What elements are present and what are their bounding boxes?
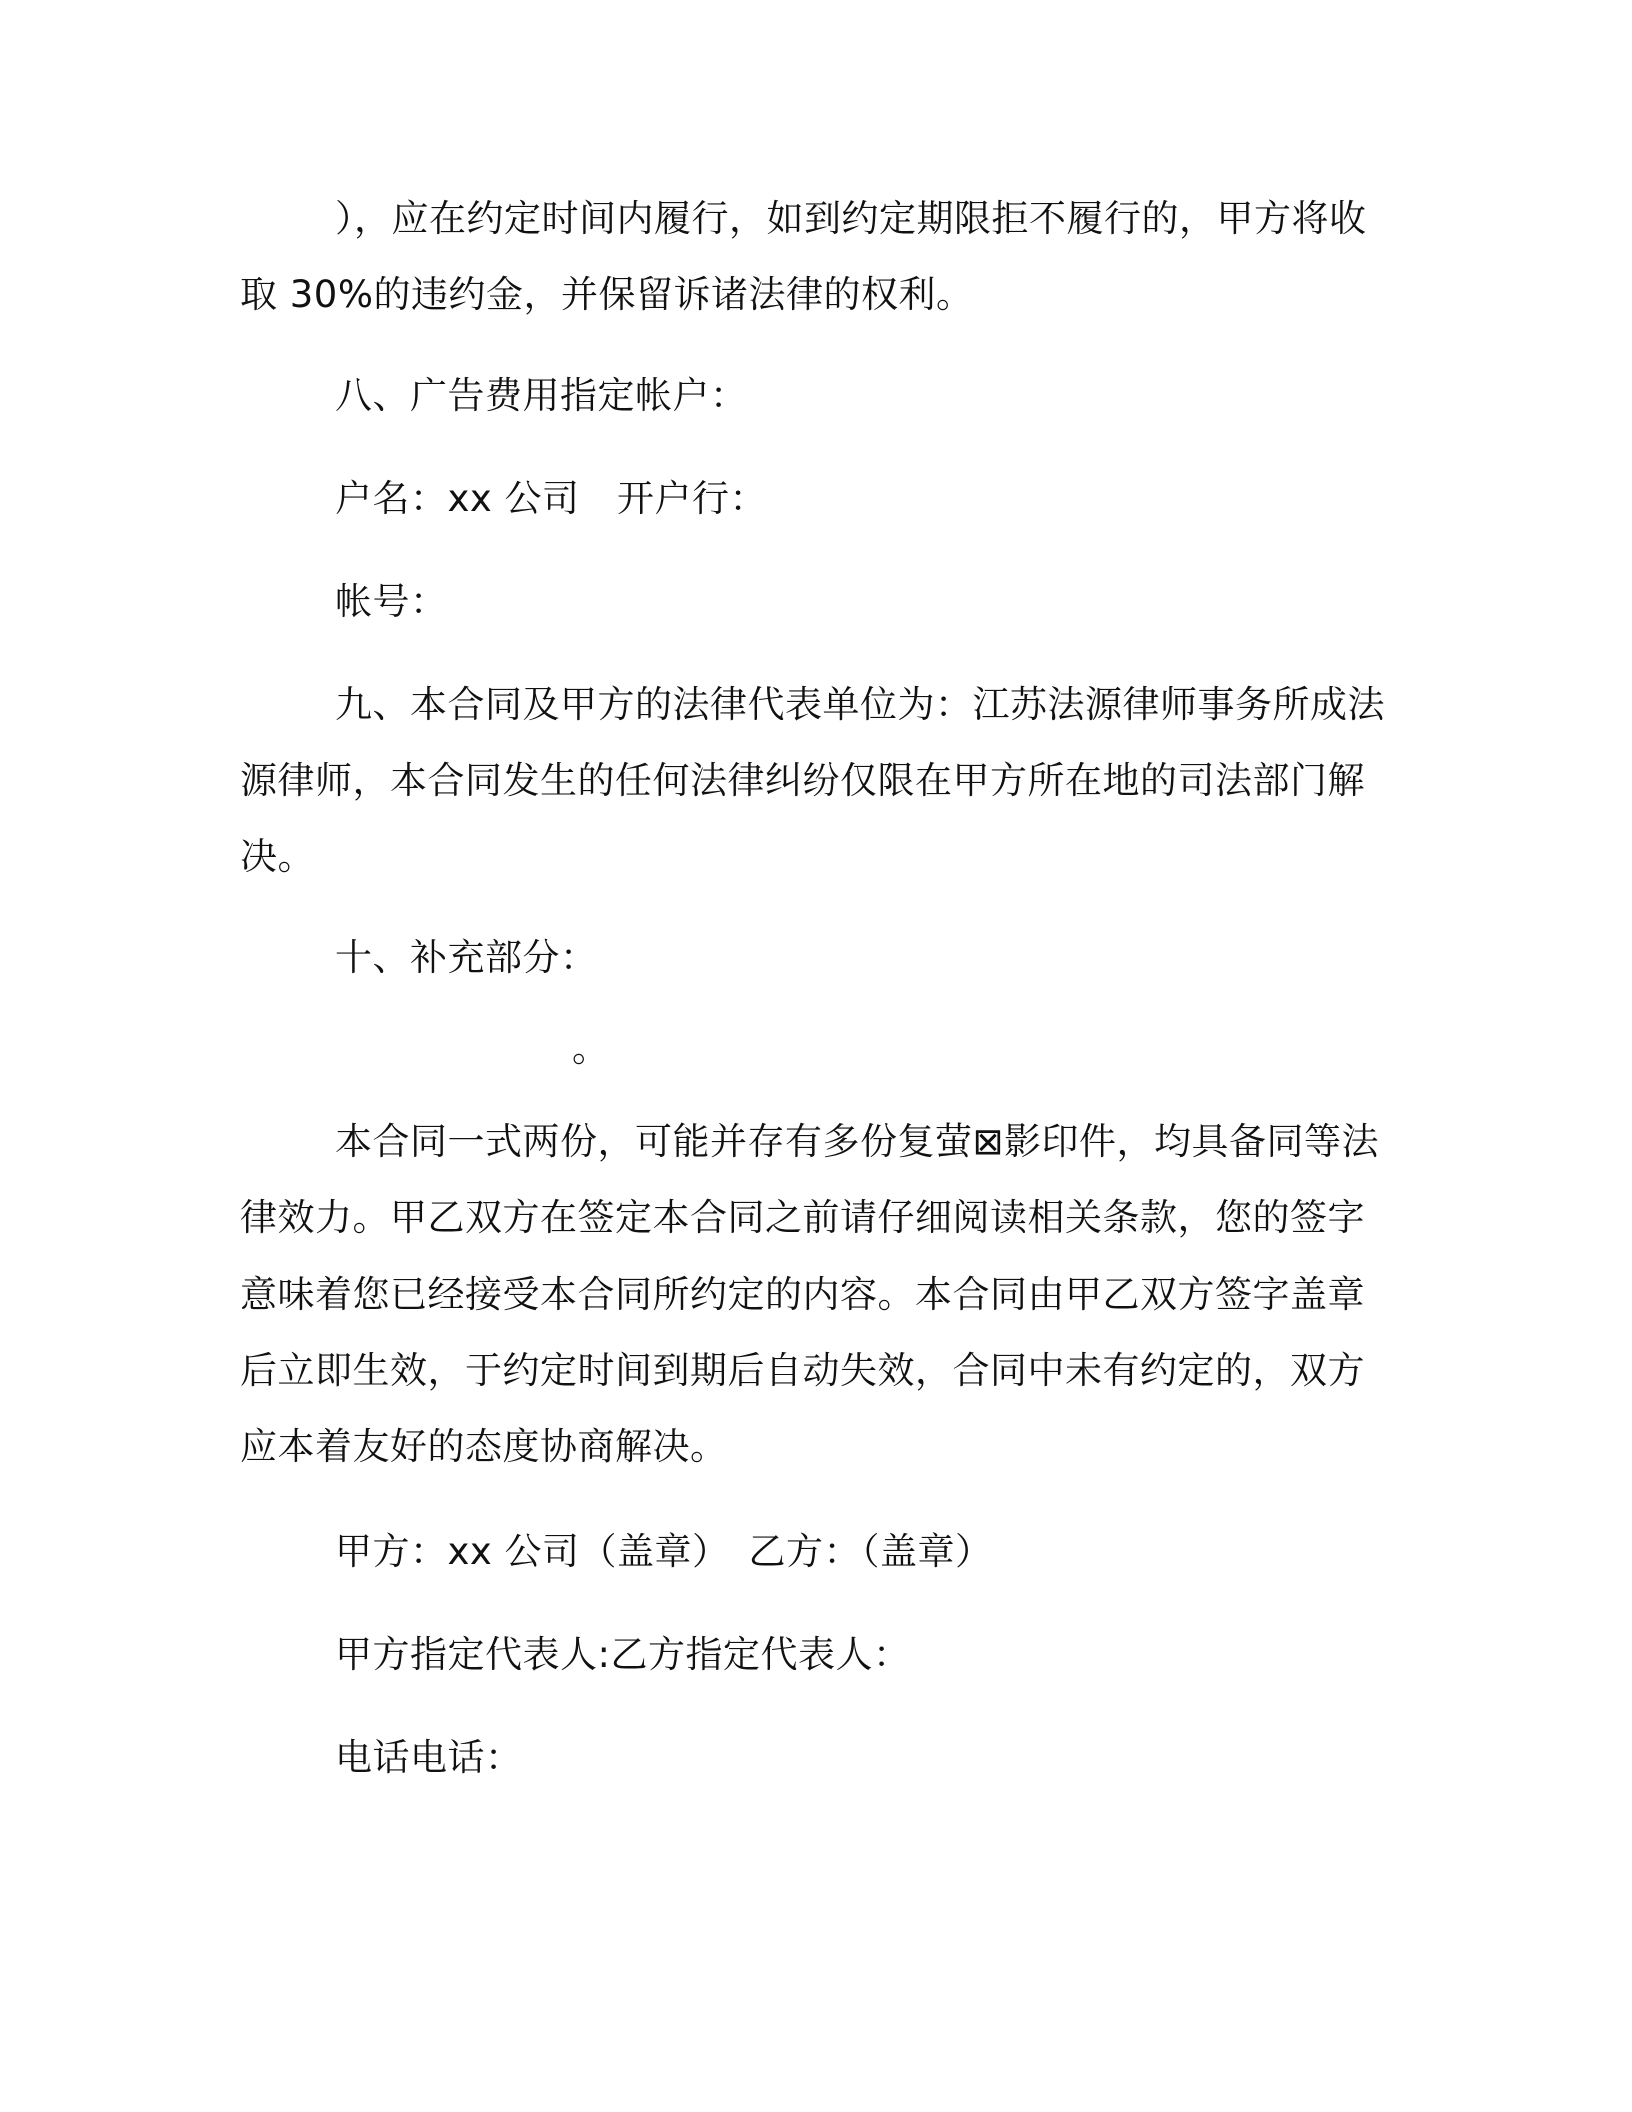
parties-seal-line: 甲方：xx 公司（盖章） 乙方：（盖章） <box>335 1530 993 1573</box>
phone-line: 电话电话： <box>335 1736 523 1779</box>
clause9-line-1: 九、本合同及甲方的法律代表单位为：江苏法源律师事务所成法 <box>335 683 1385 726</box>
closing-line-2: 律效力。甲乙双方在签定本合同之前请仔细阅读相关条款，您的签字 <box>240 1196 1365 1239</box>
closing-line-4: 后立即生效，于约定时间到期后自动失效，合同中未有约定的，双方 <box>240 1349 1365 1392</box>
clause8-heading: 八、广告费用指定帐户： <box>335 374 748 417</box>
clause9-line-2: 源律师，本合同发生的任何法律纠纷仅限在甲方所在地的司法部门解 <box>240 759 1365 802</box>
account-number-label: 帐号： <box>335 580 448 623</box>
closing-line-3: 意味着您已经接受本合同所约定的内容。本合同由甲乙双方签字盖章 <box>240 1273 1365 1316</box>
clause9-line-3: 决。 <box>240 835 315 878</box>
clause10-blank-end: 。 <box>572 1027 610 1070</box>
clause7-tail-line-2: 取 30%的违约金，并保留诉诸法律的权利。 <box>240 273 974 316</box>
clause10-heading: 十、补充部分： <box>335 936 598 979</box>
representatives-line: 甲方指定代表人:乙方指定代表人： <box>335 1633 911 1676</box>
clause7-tail-line-1: ），应在约定时间内履行，如到约定期限拒不履行的，甲方将收 <box>335 197 1367 240</box>
closing-line-5: 应本着友好的态度协商解决。 <box>240 1425 728 1468</box>
account-name-bank-line: 户名：xx 公司 开户行： <box>335 477 768 520</box>
closing-line-1: 本合同一式两份，可能并存有多份复萤⊠影印件，均具备同等法 <box>335 1120 1380 1163</box>
